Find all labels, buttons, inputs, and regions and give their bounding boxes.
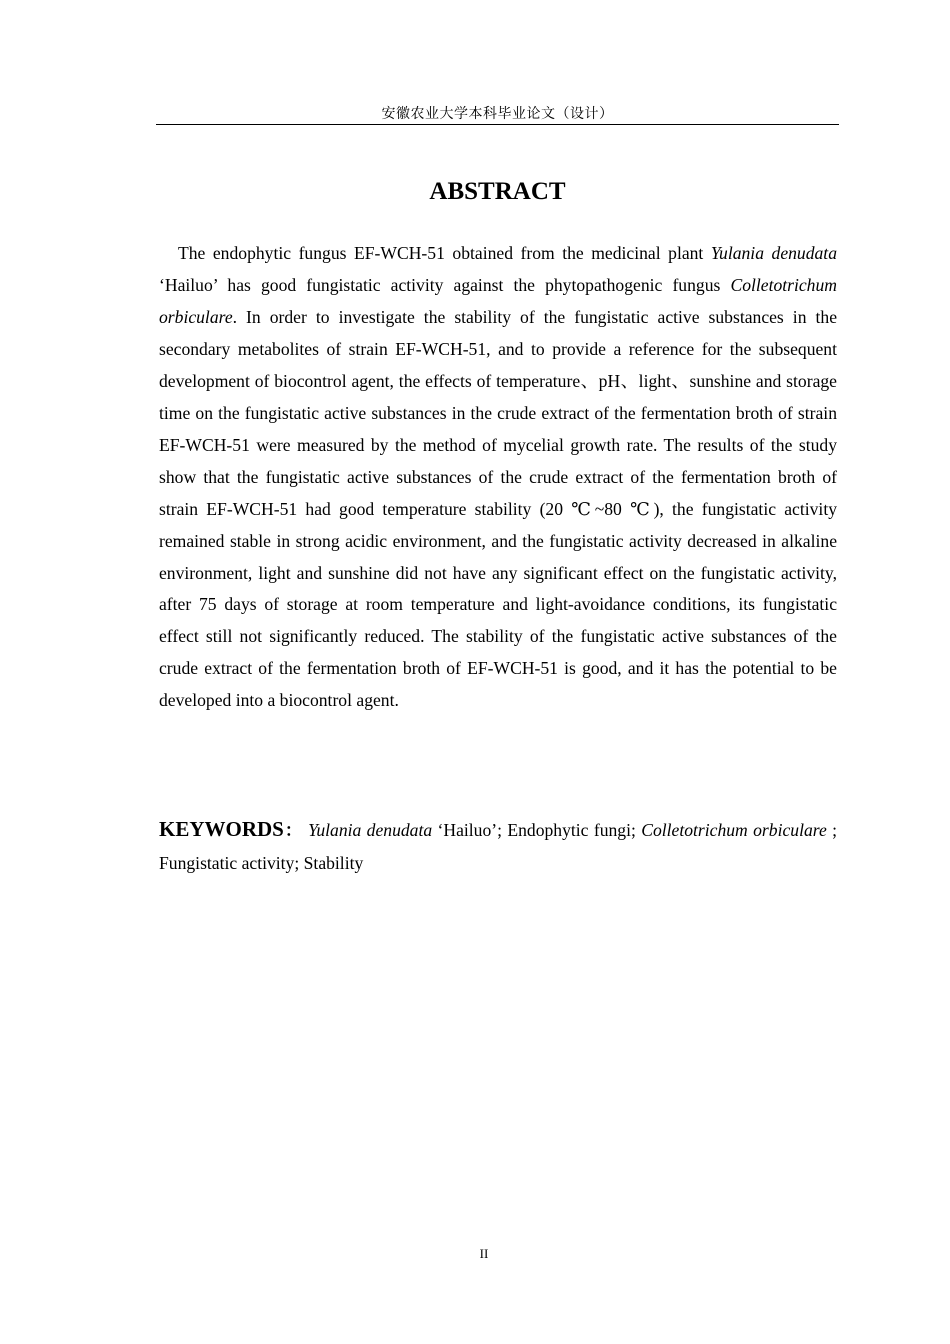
abstract-title: ABSTRACT bbox=[429, 178, 566, 205]
header-rule bbox=[156, 124, 839, 125]
keyword-run-italic: Colletotrichum orbiculare bbox=[641, 820, 827, 840]
abstract-text-run-italic: Yulania denudata bbox=[710, 243, 837, 263]
abstract-body bbox=[159, 238, 837, 717]
abstract-text-run: ‘Hailuo’ has good fungistatic activity against the phytopathogenic fungus bbox=[159, 274, 731, 295]
abstract-text-run: . In order to investigate the stability of the fungistatic active substances in the secondary metabolites of strain EF-WCH-51, and to provide a reference for the subsequent development of biocontrol agent, the effects of temperature、pH、light、sunshine and storage time on the fungistatic active substances in the crude extract of the fermentation broth of strain EF-WCH-51 were measured by the method of mycelial growth rate. The results of the study show that the fungistatic active substances of the crude extract of the fermentation broth of strain EF-WCH-51 had good temperature stability (20 ℃~80 ℃), the fungistatic activity remained stable in strong acidic environment, and the fungistatic activity decreased in alkaline environment, light and sunshine did not have any significant effect on the fungistatic activity, after 75 days of storage at room temperature and light-avoidance conditions, its fungistatic effect still not significantly reduced. The stability of the fungistatic active substances of the crude extract of the fermentation broth of EF-WCH-51 is good, and it has the potential to be developed into a biocontrol agent. bbox=[159, 306, 837, 711]
keywords-colon: ： bbox=[283, 821, 303, 841]
keywords-paragraph bbox=[159, 813, 837, 879]
page-number: II bbox=[479, 1246, 489, 1261]
abstract-paragraph bbox=[159, 238, 837, 717]
keywords-label: KEYWORDS bbox=[159, 817, 284, 841]
keyword-run: ‘Hailuo’; Endophytic fungi; bbox=[432, 820, 642, 840]
keyword-run: ; Fungistatic activity; Stability bbox=[159, 820, 838, 873]
running-header: 安徽农业大学本科毕业论文（设计） bbox=[381, 106, 614, 122]
keyword-run-italic: Yulania denudata bbox=[308, 820, 433, 840]
abstract-text-run: The endophytic fungus EF-WCH-51 obtained from the medicinal plant bbox=[178, 243, 711, 263]
abstract-text-run-italic: Colletotrichum orbiculare bbox=[159, 274, 837, 327]
